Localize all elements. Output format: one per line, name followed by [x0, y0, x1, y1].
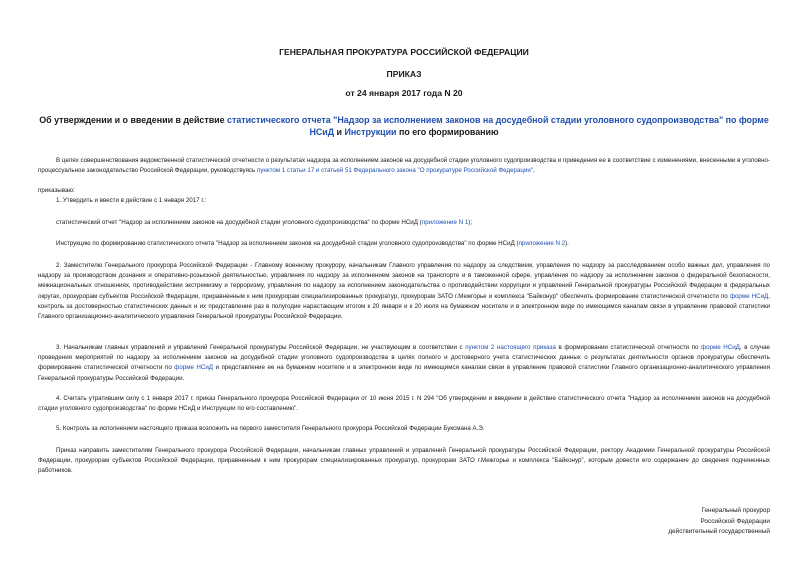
- signature-line-2: Российской Федерации: [700, 517, 770, 525]
- appendix-2-link[interactable]: приложение N 2: [518, 240, 566, 247]
- item-3-text-c: , в случае проведения мероприятий по надзору за исполнением законов на досудебной стадии уголовного судопроизводства в целях полного и достоверного учета статистических данных о результатах деятельности органов прокуратуры обеспечить формирование статистической отчетности по: [38, 344, 770, 372]
- item-3-text-a: 3. Начальникам главных управлений и управлений Генеральной прокуратуры Российской Федерации, не участвующим в соответствии с: [56, 344, 466, 351]
- item-4: 4. Считать утратившим силу с 1 января 2017 г. приказ Генерального прокурора Российской Федерации от 10 июня 2015 г. N 294 "Об утверждении и введении в действие статистического отчета "Надзор за исполнением законов на досудебной стадии уголовного судопроизводства" по форме НСиД и Инструкции по его составлению".: [38, 395, 770, 413]
- appendix-1-link[interactable]: приложение N 1: [421, 219, 469, 226]
- title-link-report[interactable]: статистического отчета "Надзор за исполнением законов на досудебной стадии уголовного судопроизводства" по форме НСиД: [227, 115, 769, 137]
- item-3: [38, 343, 770, 384]
- signature-block: [630, 506, 770, 538]
- item-1a: [38, 218, 770, 228]
- document-title: [38, 114, 770, 138]
- item-3-text-b: в формировании статистической отчетности по: [555, 344, 702, 351]
- item-1a-punct: );: [468, 219, 473, 226]
- intro-punct: ,: [533, 167, 535, 175]
- organization-heading: ГЕНЕРАЛЬНАЯ ПРОКУРАТУРА РОССИЙСКОЙ ФЕДЕРАЦИИ: [279, 47, 529, 57]
- item-2-form-link[interactable]: форме НСиД: [729, 292, 769, 300]
- document-date-number: от 24 января 2017 года N 20: [345, 88, 463, 98]
- item-2-text-end: , контроль за достоверностью статистических данных и их представление раз в полугодие нарастающим итогом к 20 января и к 20 июля на бумажном носителе и в электронном виде по имеющимся каналам связи в управление правовой статистики Главного организационно-аналитического управления Генеральной прокуратуры Российской Федерации.: [38, 292, 770, 321]
- item-3-point2-link[interactable]: пунктом 2 настоящего приказа: [465, 344, 556, 351]
- document-type-heading: ПРИКАЗ: [386, 69, 422, 79]
- title-suffix: по его формированию: [396, 127, 499, 137]
- intro-text: В целях совершенствования ведомственной статистической отчетности о результатах надзора за исполнением законов на досудебной стадии уголовного судопроизводства и приведения ее в соответствие с изменениями, внесенными в уголовно-процессуальное законодательство Российской Федерации, руководствуясь: [38, 157, 770, 175]
- intro-law-link[interactable]: пунктом 1 статьи 17 и статьей 51 Федерального закона "О прокуратуре Российской Федерации": [256, 167, 534, 175]
- item-3-form-link-2[interactable]: форме НСиД: [174, 364, 213, 372]
- title-link-instruction[interactable]: Инструкции: [344, 127, 397, 137]
- signature-line-1: Генеральный прокурор: [701, 507, 770, 514]
- item-1a-text: статистический отчет "Надзор за исполнением законов на досудебной стадии уголовного судопроизводства" по форме НСиД (: [56, 219, 422, 226]
- prikazyvayu-text: приказываю:: [38, 187, 75, 194]
- item-3-form-link-1[interactable]: форме НСиД: [701, 344, 740, 351]
- item-5: 5. Контроль за исполнением настоящего приказа возложить на первого заместителя Генерального прокурора Российской Федерации Буксмана А.Э.: [56, 425, 485, 432]
- item-2-text: 2. Заместителю Генерального прокурора Российской Федерации - Главному военному прокурору, начальникам Главного управления по надзору за следствием, управления по надзору за расследованием особо важных дел, управления по надзору за производством дознания и оперативно-розыскной деятельностью, управления по надзору за исполнением законов на транспорте и в таможенной сфере, управления по надзору за исполнением законов о федеральной безопасности, межнациональных отношениях, противодействии экстремизму и терроризму, управления по надзору за исполнением законодательства о противодействии коррупции и управлений Генеральной прокуратуры Российской Федерации в федеральных округах, прокурорам субъектов Российской Федерации, приравненным к ним прокурорам специализированных прокуратур, прокурорам ЗАТО г.Межгорье и комплекса "Байконур" обеспечить формирование статистической отчетности по: [38, 262, 770, 300]
- title-conjunction: и: [334, 127, 345, 137]
- intro-paragraph: [38, 156, 770, 176]
- closing-paragraph: Приказ направить заместителям Генерального прокурора Российской Федерации, начальникам главных управлений и управлений Генеральной прокуратуры Российской Федерации, ректору Академии Генеральной прокуратуры Российской Федерации, прокурорам субъектов Российской Федерации, приравненным к ним прокурорам специализированных прокуратур, прокурорам ЗАТО г.Межгорье и комплекса "Байконур", которым довести его содержание до сведения подчиненных работников.: [38, 447, 770, 475]
- signature-line-3: действительный государственный: [668, 528, 770, 536]
- item-1: 1. Утвердить и ввести в действие с 1 января 2017 г.:: [56, 197, 207, 204]
- item-1b-text: Инструкцию по формированию статистического отчета "Надзор за исполнением законов на досудебной стадии уголовного судопроизводства" по форме НСиД (: [56, 240, 519, 247]
- item-2: [38, 261, 770, 322]
- title-prefix: Об утверждении и о введении в действие: [39, 115, 228, 125]
- item-1b-punct: ).: [565, 240, 569, 247]
- item-3-text-d: и представление ее на бумажном носителе и в электронном виде по имеющимся каналам связи в управление правовой статистики Главного организационно-аналитического управления Генеральной прокуратуры Российской Федерации.: [38, 364, 770, 382]
- item-1b: [38, 239, 770, 249]
